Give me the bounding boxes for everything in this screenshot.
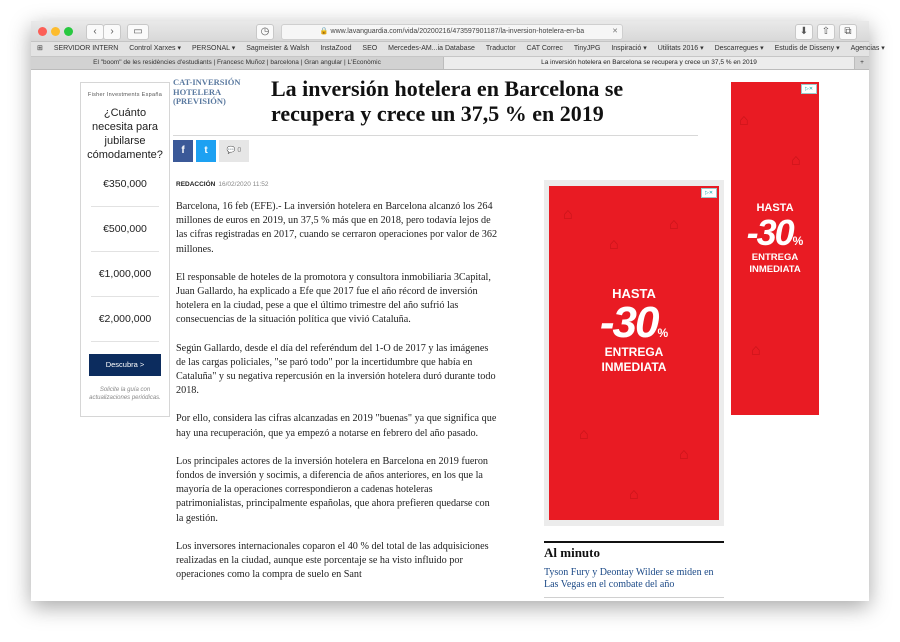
comments-button[interactable] xyxy=(219,140,249,162)
browser-window xyxy=(31,21,885,601)
house-icon: ⌂ xyxy=(679,446,689,463)
bookmark-item[interactable]: Utilitats 2016 ▾ xyxy=(657,45,704,52)
comment-count: 0 xyxy=(237,147,242,154)
history-icon[interactable]: ◷ xyxy=(256,24,274,40)
bookmark-item[interactable]: Traductor xyxy=(485,45,516,52)
publish-date: 16/02/2020 11:52 xyxy=(218,181,269,188)
address-bar[interactable] xyxy=(281,24,623,40)
bookmark-item[interactable]: Inspiració ▾ xyxy=(611,45,647,52)
paragraph: Los principales actores de la inversión hotelera en Barcelona en 2019 fueron fondos de inversión y socimis, a diferencia de años anteriores, en los que la mayoría de la operaciones correspondieron a cadenas hoteleras patrimonialistas, principalmente españolas, que ahora prefieren quedarse con la gestión. xyxy=(176,455,490,524)
lock-icon: 🔒 xyxy=(319,28,331,35)
bookmark-item[interactable]: SERVIDOR INTERN xyxy=(53,45,119,52)
promo-hasta: HASTA xyxy=(756,202,794,214)
ad-footer-text: Solicite la guía con actualizaciones periódicas. xyxy=(89,387,161,401)
house-icon: ⌂ xyxy=(739,112,749,129)
promo-ad-right[interactable] xyxy=(731,82,819,415)
divider xyxy=(544,597,724,598)
forward-button[interactable]: › xyxy=(103,24,121,40)
article-title: La inversión hotelera en Barcelona se recupera y crece un 37,5 % en 2019 xyxy=(271,76,624,126)
adchoices-icon[interactable]: ▷✕ xyxy=(701,188,717,198)
promo-line2: INMEDIATA xyxy=(749,264,801,275)
clear-url-icon[interactable]: ✕ xyxy=(612,28,618,35)
bookmark-item[interactable]: Mercedes-AM...ia Database xyxy=(388,45,475,52)
paragraph: Según Gallardo, desde el día del referéndum del 1-O de 2017 y las imágenes de las cargas policiales, "se paró todo" por la incertidumbre que había en Cataluña" y su negativa repercusión en la inversión hotelera duró durante todo 2018. xyxy=(176,342,496,397)
tabs-overview-icon[interactable]: ⧉ xyxy=(839,24,857,40)
tab-inversion-hotelera[interactable]: La inversión hotelera en Barcelona se recupera y crece un 37,5 % en 2019 xyxy=(444,57,855,69)
promo-line1: ENTREGA xyxy=(751,252,799,263)
divider xyxy=(173,135,698,136)
house-icon: ⌂ xyxy=(579,426,589,443)
byline xyxy=(176,181,269,188)
new-tab-button[interactable]: + xyxy=(860,59,864,66)
bookmark-item[interactable]: Sagmeister & Walsh xyxy=(246,45,310,52)
ad-brand: Fisher Investments España xyxy=(87,92,163,98)
promo-text xyxy=(731,202,819,276)
promo-percent: % xyxy=(792,234,804,248)
facebook-share-button[interactable]: f xyxy=(173,140,193,162)
ad-question: ¿Cuánto necesita para jubilarse cómodamente? xyxy=(87,107,163,161)
url-text: www.lavanguardia.com/vida/20200216/473597901187/la-inversion-hotelera-en-ba xyxy=(330,28,585,35)
promo-hasta: HASTA xyxy=(612,286,656,301)
tab-bar xyxy=(31,57,869,70)
promo-ad-center[interactable] xyxy=(544,180,724,526)
grid-icon[interactable]: ⊞ xyxy=(37,45,43,52)
paragraph: Por ello, considera las cifras alcanzadas en 2019 "buenas" ya que significa que hay una recuperación, que ya empezó a notarse en febrero del año pasado. xyxy=(176,413,497,439)
tab-residencies[interactable]: El "boom" de les residències d'estudiants | Francesc Muñoz | barcelona | Gran angular | L'Econòmic xyxy=(31,57,444,69)
author: REDACCIÓN xyxy=(176,181,216,188)
promo-discount: -30 xyxy=(746,212,793,253)
paragraph: Barcelona, 16 feb (EFE).- La inversión hotelera en Barcelona alcanzó los 264 millones de euros en 2019, un 37,5 % más que en 2018, pero todavía lejos de las cifras registradas en 2017, cuando se cerraron operaciones por valor de 362 millones. xyxy=(176,201,498,255)
minimize-window-button[interactable] xyxy=(51,27,60,36)
paragraph: El responsable de hoteles de la promotora y consultora inmobiliaria 3Capital, Juan Gallardo, ha explicado a Efe que 2017 fue el año récord de inversión hotelera en la ciudad, pese a que el último trimestre del año sufrió las consecuencias de la situación política que vivió Cataluña. xyxy=(176,271,491,326)
house-icon: ⌂ xyxy=(563,206,573,223)
house-icon: ⌂ xyxy=(629,486,639,503)
browser-toolbar xyxy=(31,21,869,42)
downloads-icon[interactable]: ⬇ xyxy=(795,24,813,40)
adchoices-icon[interactable]: ▷✕ xyxy=(801,84,817,94)
ad-discover-button[interactable]: Descubra > xyxy=(89,354,161,376)
ad-option[interactable]: €2,000,000 xyxy=(91,297,159,342)
house-icon: ⌂ xyxy=(751,342,761,359)
promo-ad-panel[interactable] xyxy=(549,186,719,520)
bookmark-item[interactable]: Control Xarxes ▾ xyxy=(129,45,181,52)
al-minuto-heading: Al minuto xyxy=(544,541,724,561)
bookmark-item[interactable]: Estudis de Disseny ▾ xyxy=(774,45,840,52)
promo-line1: ENTREGA xyxy=(604,345,664,359)
house-icon: ⌂ xyxy=(791,152,801,169)
bookmark-item[interactable]: PERSONAL ▾ xyxy=(191,45,236,52)
article-body xyxy=(176,200,498,596)
ad-option[interactable]: €500,000 xyxy=(91,207,159,252)
comment-icon: 💬 xyxy=(226,147,236,154)
al-minuto-widget xyxy=(544,541,724,598)
promo-text xyxy=(549,286,719,375)
twitter-share-button[interactable]: t xyxy=(196,140,216,162)
bookmarks-bar xyxy=(31,42,885,57)
bookmark-item[interactable]: Agencias ▾ xyxy=(850,45,885,52)
promo-percent: % xyxy=(657,326,669,340)
ad-option[interactable]: €350,000 xyxy=(91,162,159,207)
sidebar-icon[interactable]: ▭ xyxy=(127,24,149,40)
bookmark-item[interactable]: TinyJPG xyxy=(573,45,601,52)
page-content xyxy=(31,70,869,601)
paragraph: Los inversores internacionales coparon el 40 % del total de las adquisiciones realizadas en la ciudad, aunque este porcentaje se ha visto influido por operaciones como la compra de suelo en Sant xyxy=(176,540,489,581)
retirement-ad[interactable] xyxy=(80,82,170,417)
promo-line2: INMEDIATA xyxy=(601,360,667,374)
bookmark-item[interactable]: InstaZood xyxy=(320,45,352,52)
house-icon: ⌂ xyxy=(609,236,619,253)
bookmark-item[interactable]: CAT Correc xyxy=(526,45,563,52)
bookmark-item[interactable]: SEO xyxy=(362,45,378,52)
al-minuto-item[interactable]: Tyson Fury y Deontay Wilder se miden en Las Vegas en el combate del año xyxy=(544,567,714,590)
section-label[interactable]: CAT-INVERSIÓN HOTELERA (PREVISIÓN) xyxy=(173,77,241,106)
promo-discount: -30 xyxy=(599,298,658,347)
house-icon: ⌂ xyxy=(669,216,679,233)
close-window-button[interactable] xyxy=(38,27,47,36)
ad-option[interactable]: €1,000,000 xyxy=(91,252,159,297)
back-button[interactable]: ‹ xyxy=(86,24,104,40)
share-icon[interactable]: ⇧ xyxy=(817,24,835,40)
bookmark-item[interactable]: Descarregues ▾ xyxy=(714,45,764,52)
zoom-window-button[interactable] xyxy=(64,27,73,36)
